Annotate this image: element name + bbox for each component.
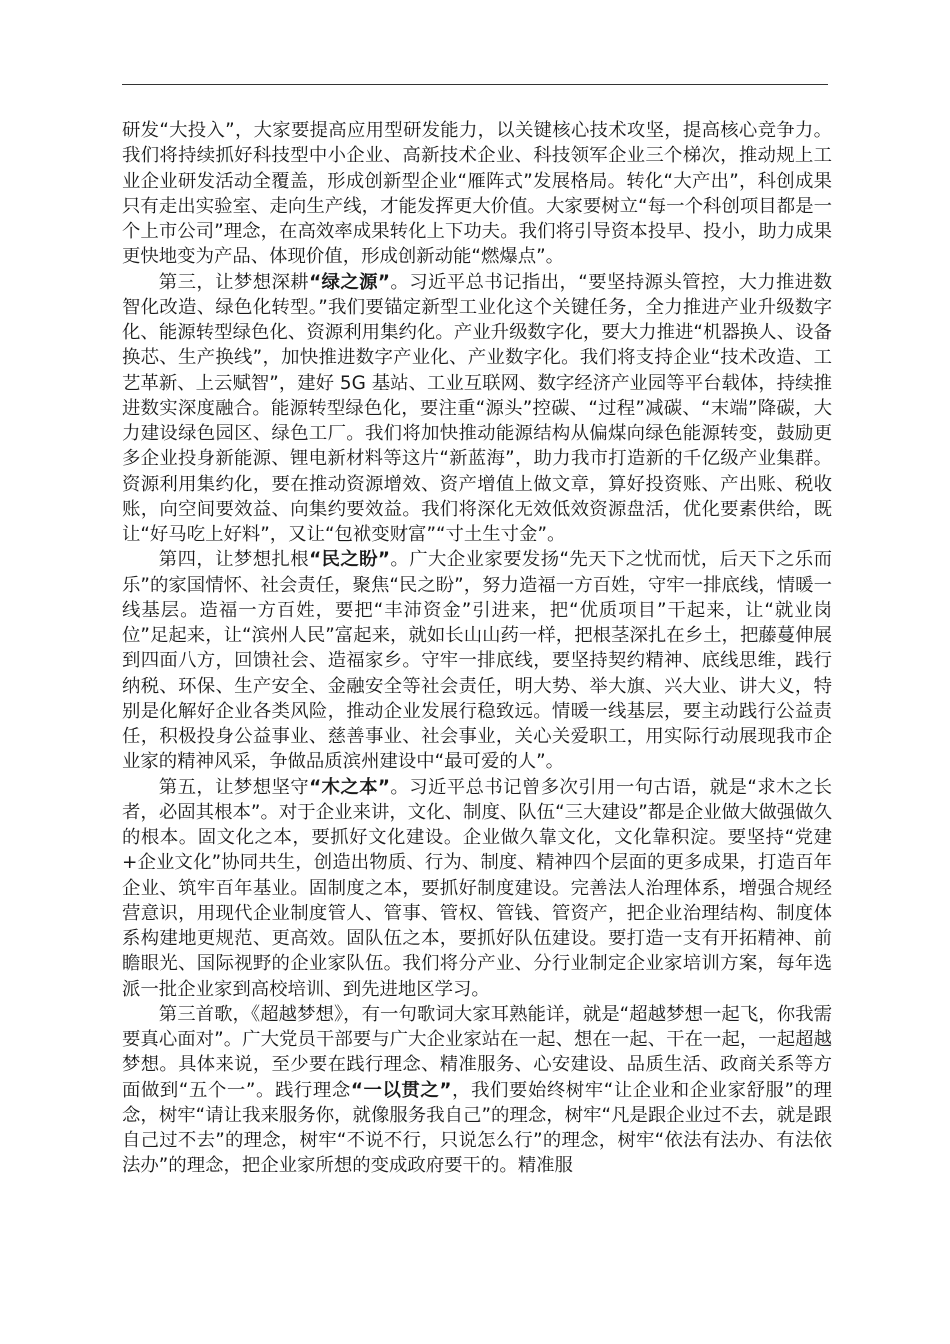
emphasis-phrase: “木之本” [309,776,391,798]
header-rule [122,84,828,85]
text-run: 第五，让梦想坚守 [158,776,310,798]
text-run: 第三，让梦想深耕 [158,271,310,293]
paragraph-third-green [122,270,832,548]
paragraph-fourth-people [122,547,832,774]
text-run: 。习近平总书记指出，“要坚持源头管控，大力推进数智化改造、绿色化转型。”我们要锚定新型工业化这个关键任务，全力推进产业升级数字化、能源转型绿色化、资源利用集约化。产业升级数字化，要大力推进“机器换人、设备换芯、生产换线”，加快推进数字产业化、产业数字化。我们将支持企业“技术改造、工艺革新、上云赋智”，建好 5G 基站、工业互联网、数字经济产业园等平台载体，持续推进数实深度融合。能源转型绿色化，要注重“源头”控碳、“过程”减碳、“末端”降碳，大力建设绿色园区、绿色工厂。我们将加快推动能源结构从偏煤向绿色能源转变，鼓励更多企业投身新能源、锂电新材料等这片“新蓝海”，助力我市打造新的千亿级产业集群。资源利用集约化，要在推动资源增效、资产增值上做文章，算好投资账、产出账、税收账，向空间要效益、向集约要效益。我们将深化无效低效资源盘活，优化要素供给，既让“好马吃上好料”，又让“包袱变财富”“寸土生寸金”。 [122,271,832,545]
text-run: 第三首歌，《超越梦想》，有一句歌词大家耳熟能详，就是“超越梦想一起飞，你我需要真心面对”。广大党员干部要与广大企业家站在一起、想在一起、干在一起，一起超越梦想。具体来说，至少要在践行理念、精准服务、心安建设、品质生活、政商关系等方面做到“五个一”。践行理念 [122,1003,832,1101]
text-run: 第四，让梦想扎根 [158,549,310,571]
text-run: 研发“大投入”，大家要提高应用型研发能力，以关键核心技术攻坚，提高核心竞争力。我们将持续抓好科技型中小企业、高新技术企业、科技领军企业三个梯次，推动规上工业企业研发活动全覆盖，形成创新型企业“雁阵式”发展格局。转化“大产出”，科创成果只有走出实验室、走向生产线，才能发挥更大价值。大家要树立“每一个科创项目都是一个上市公司”理念，在高效率成果转化上下功夫。我们将引导资本投早、投小，助力成果更快地变为产品、体现价值，形成创新动能“燃爆点”。 [122,120,832,268]
paragraph-third-song [122,1002,832,1179]
text-run: ，我们要始终树牢“让企业和企业家舒服”的理念，树牢“请让我来服务你，就像服务我自己”的理念，树牢“凡是跟企业过不去，就是跟自己过不去”的理念，树牢“不说不行，只说怎么行”的理念，树牢“依法有法办、有法依法办”的理念，把企业家所想的变成政府要干的。精准服 [122,1079,832,1177]
paragraph-continuation [122,118,832,270]
emphasis-phrase: “民之盼” [309,549,391,571]
emphasis-phrase: “绿之源” [309,271,391,293]
document-body [122,118,832,1179]
text-run: 。习近平总书记曾多次引用一句古语，就是“求木之长者，必固其根本”。对于企业来讲，文化、制度、队伍“三大建设”都是企业做大做强做久的根本。固文化之本，要抓好文化建设。企业做久靠文化，文化靠积淀。要坚持“党建+企业文化”协同共生，创造出物质、行为、制度、精神四个层面的更多成果，打造百年企业、筑牢百年基业。固制度之本，要抓好制度建设。完善法人治理体系，增强合规经营意识，用现代企业制度管人、管事、管权、管钱、管资产，把企业治理结构、制度体系构建地更规范、更高效。固队伍之本，要抓好队伍建设。要打造一支有开拓精神、前瞻眼光、国际视野的企业家队伍。我们将分产业、分行业制定企业家培训方案，每年选派一批企业家到高校培训、到先进地区学习。 [122,776,832,1000]
text-run: 。广大企业家要发扬“先天下之忧而忧，后天下之乐而乐”的家国情怀、社会责任，聚焦“民之盼”，努力造福一方百姓，守牢一排底线，情暖一线基层。造福一方百姓，要把“丰沛资金”引进来，把“优质项目”干起来，让“就业岗位”足起来，让“滨州人民”富起来，就如长山山药一样，把根茎深扎在乡土，把藤蔓伸展到四面八方，回馈社会、造福家乡。守牢一排底线，要坚持契约精神、底线思维，践行纳税、环保、生产安全、金融安全等社会责任，明大势、举大旗、兴大业、讲大义，特别是化解好企业各类风险，推动企业发展行稳致远。情暖一线基层，要主动践行公益责任，积极投身公益事业、慈善事业、社会事业，关心关爱职工，用实际行动展现我市企业家的精神风采，争做品质滨州建设中“最可爱的人”。 [122,549,832,773]
paragraph-fifth-root [122,775,832,1002]
emphasis-phrase: “一以贯之” [350,1079,452,1101]
